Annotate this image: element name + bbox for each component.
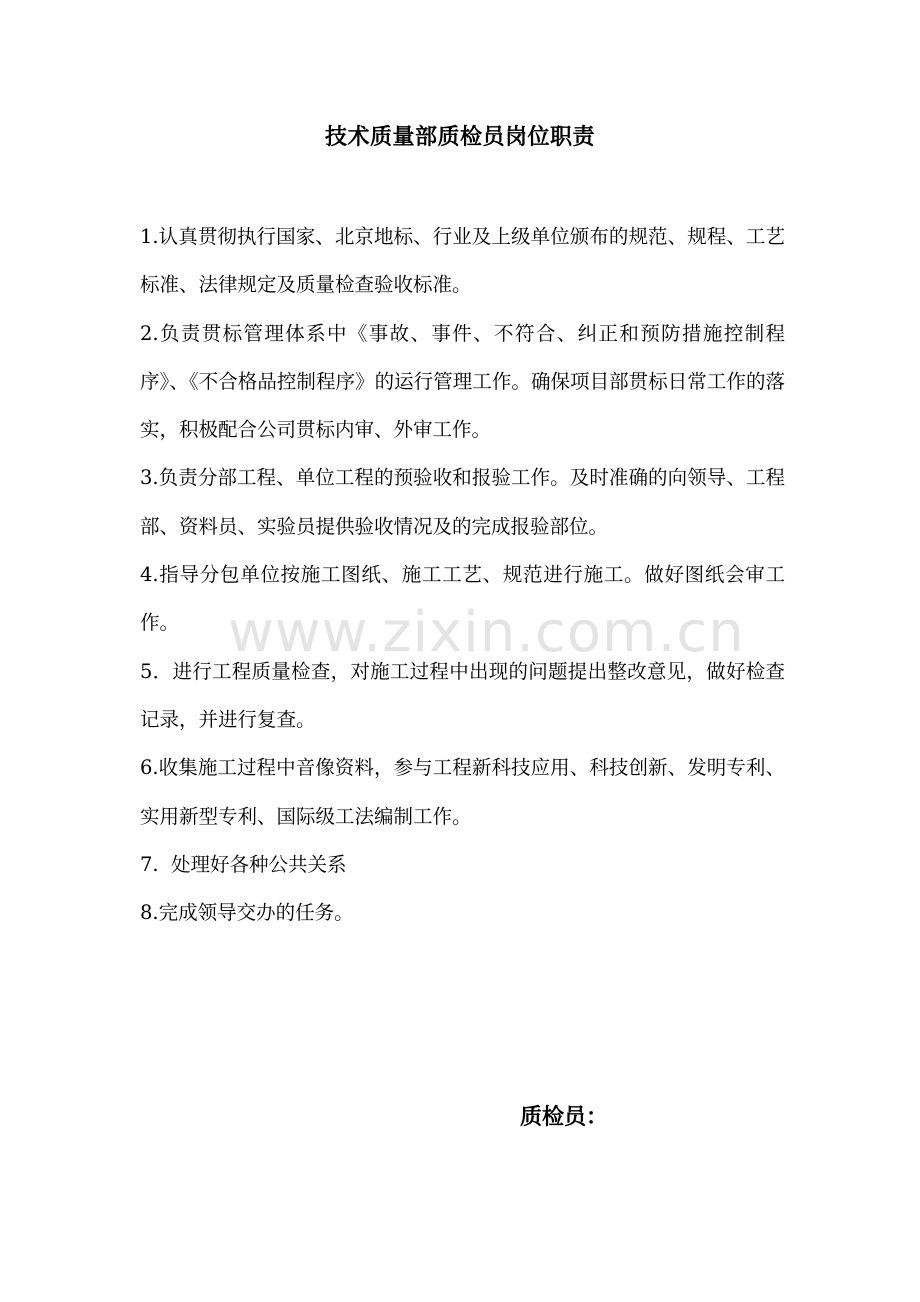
duty-item-7: 7. 处理好各种公共关系 [140, 852, 347, 876]
duty-item-2: 2.负责贯标管理体系中《事故、事件、不符合、纠正和预防措施控制程序》、《不合格品控制程序》的运行管理工作。确保项目部贯标日常工作的落实，积极配合公司贯标内审、外审工作。 [140, 321, 785, 442]
duty-item-5: 5．进行工程质量检查，对施工过程中出现的问题提出整改意见，做好检查记录，并进行复查。 [140, 659, 785, 731]
signature-label: 质检员： [520, 1105, 609, 1130]
duty-item-1: 1.认真贯彻执行国家、北京地标、行业及上级单位颁布的规范、规程、工艺标准、法律规定及质量检查验收标准。 [140, 225, 785, 297]
document-title: 技术质量部质检员岗位职责 [324, 125, 595, 150]
duty-item-4: 4.指导分包单位按施工图纸、施工工艺、规范进行施工。做好图纸会审工作。 [140, 563, 785, 635]
duty-item-6: 6.收集施工过程中音像资料，参与工程新科技应用、科技创新、发明专利、实用新型专利、国际级工法编制工作。 [140, 756, 785, 828]
duty-item-8: 8.完成领导交办的任务。 [140, 901, 354, 925]
document-body [140, 213, 785, 937]
watermark: www.zixin.com.cn [228, 600, 745, 665]
duty-item-3: 3.负责分部工程、单位工程的预验收和报验工作。及时准确的向领导、工程部、资料员、实验员提供验收情况及的完成报验部位。 [140, 466, 785, 538]
